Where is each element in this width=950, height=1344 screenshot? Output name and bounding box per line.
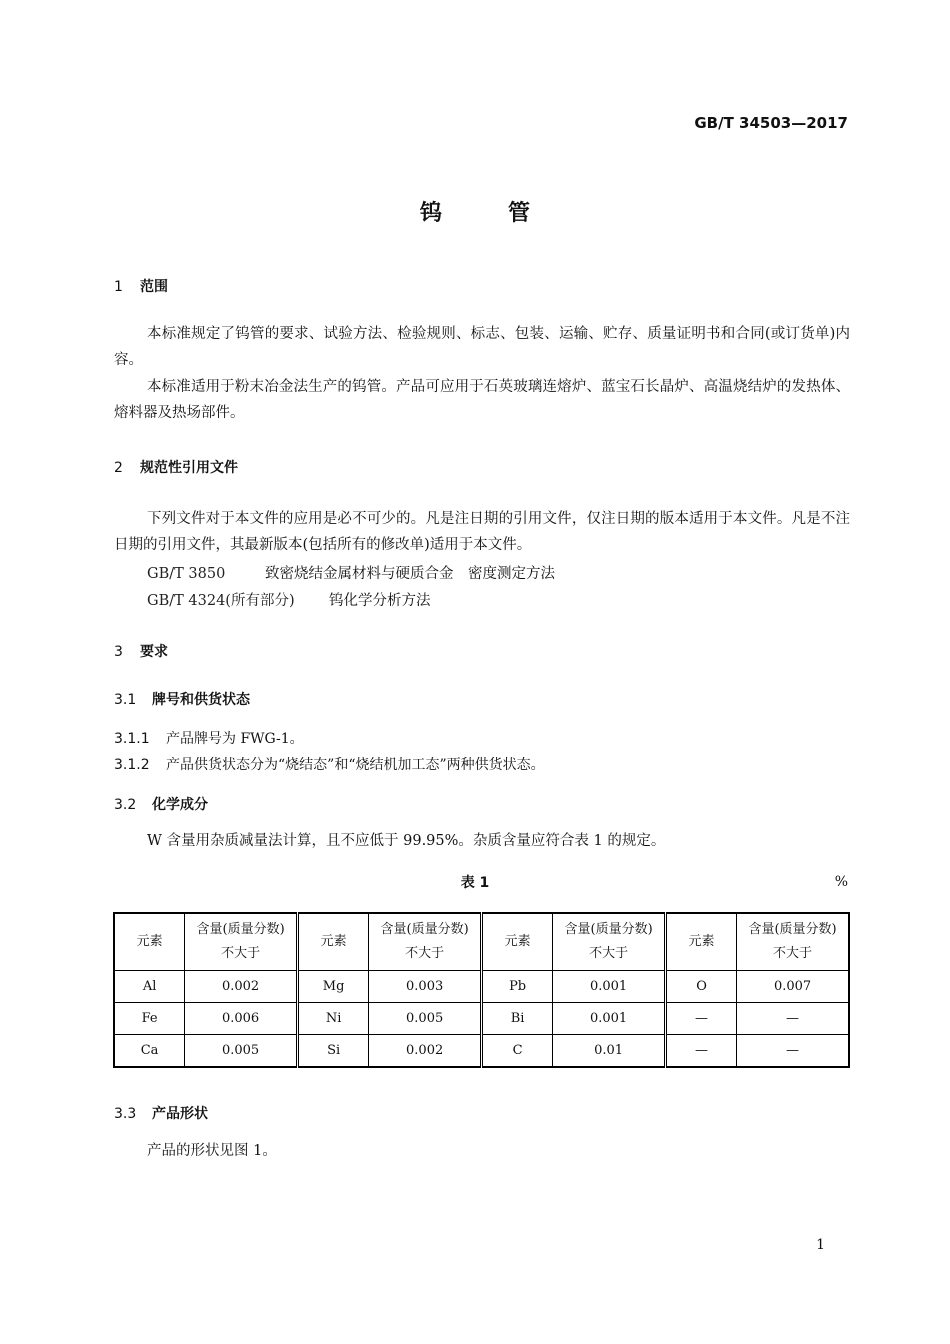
section-2-para-1: 下列文件对于本文件的应用是必不可少的。凡是注日期的引用文件，仅注日期的版本适用于本文件。凡是不注日期的引用文件，其最新版本(包括所有的修改单)适用于本文件。 [114, 511, 850, 553]
section-3-2-para-1: W 含量用杂质减量法计算，且不应低于 99.95%。杂质含量应符合表 1 的规定。 [147, 833, 666, 849]
header-content-line-1: 含量(质量分数) [564, 922, 653, 937]
section-number: 3.2 [114, 797, 137, 813]
section-3-2-heading [114, 794, 208, 814]
table-row [114, 1035, 849, 1068]
section-title: 规范性引用文件 [140, 460, 238, 476]
table-cell-element: Ca [114, 1035, 185, 1068]
header-content-line-2: 不大于 [221, 946, 261, 961]
section-title: 产品形状 [152, 1106, 208, 1122]
header-element: 元素 [482, 913, 553, 971]
section-1-para-1: 本标准规定了钨管的要求、试验方法、检验规则、标志、包装、运输、贮存、质量证明书和合同(或订货单)内容。 [114, 326, 850, 368]
header-content [369, 913, 482, 971]
reference-code: GB/T 4324(所有部分) [147, 593, 295, 609]
header-content [185, 913, 298, 971]
section-number: 3 [114, 644, 123, 660]
table-cell-element: — [666, 1003, 737, 1035]
section-title: 牌号和供货状态 [152, 692, 250, 708]
table-cell-value: 0.006 [185, 1003, 298, 1035]
section-1-heading [114, 276, 168, 296]
table-cell-value: 0.002 [185, 971, 298, 1003]
section-3-3-para-1: 产品的形状见图 1。 [147, 1143, 277, 1159]
clause-text: 产品牌号为 FWG-1。 [166, 731, 304, 747]
table-cell-value: 0.005 [185, 1035, 298, 1068]
table-cell-element: Fe [114, 1003, 185, 1035]
section-1-para-2: 本标准适用于粉末冶金法生产的钨管。产品可应用于石英玻璃连熔炉、蓝宝石长晶炉、高温烧结炉的发热体、熔料器及热场部件。 [114, 379, 850, 421]
impurity-table [113, 912, 850, 1068]
section-3-heading [114, 641, 168, 661]
table-cell-element: — [666, 1035, 737, 1068]
table-cell-element: Si [297, 1035, 368, 1068]
header-element: 元素 [666, 913, 737, 971]
reference-title: 致密烧结金属材料与硬质合金 密度测定方法 [265, 566, 555, 582]
page-title: 钨管 [419, 201, 596, 226]
table-cell-value: 0.005 [369, 1003, 482, 1035]
table-unit: % [834, 874, 848, 890]
table-cell-value: 0.003 [369, 971, 482, 1003]
table-row [114, 971, 849, 1003]
clause-3-1-1 [114, 728, 304, 748]
header-content-line-2: 不大于 [773, 946, 813, 961]
clause-3-1-2 [114, 754, 545, 774]
section-number: 2 [114, 460, 123, 476]
section-3-3-heading [114, 1103, 208, 1123]
table-cell-element: O [666, 971, 737, 1003]
header-content-line-2: 不大于 [405, 946, 445, 961]
table-cell-value: 0.007 [737, 971, 849, 1003]
table-cell-element: Ni [297, 1003, 368, 1035]
table-cell-value: 0.001 [553, 971, 666, 1003]
table-cell-value: — [737, 1003, 849, 1035]
reference-code: GB/T 3850 [147, 566, 226, 582]
clause-number: 3.1.2 [114, 757, 150, 773]
header-element: 元素 [114, 913, 185, 971]
table-cell-element: Al [114, 971, 185, 1003]
section-3-1-heading [114, 689, 250, 709]
section-number: 3.1 [114, 692, 137, 708]
table-row [114, 1003, 849, 1035]
table-cell-element: Pb [482, 971, 553, 1003]
section-title: 范围 [140, 279, 168, 295]
clause-number: 3.1.1 [114, 731, 150, 747]
header-content [737, 913, 849, 971]
table-cell-value: 0.002 [369, 1035, 482, 1068]
reference-title: 钨化学分析方法 [329, 593, 431, 609]
header-content [553, 913, 666, 971]
header-element: 元素 [297, 913, 368, 971]
header-content-line-2: 不大于 [589, 946, 629, 961]
table-caption: 表 1 [460, 875, 490, 891]
table-cell-value: 0.01 [553, 1035, 666, 1068]
table-cell-value: 0.001 [553, 1003, 666, 1035]
page-number: 1 [816, 1237, 825, 1253]
section-2-heading [114, 457, 238, 477]
table-cell-element: C [482, 1035, 553, 1068]
header-content-line-1: 含量(质量分数) [380, 922, 469, 937]
section-title: 要求 [140, 644, 168, 660]
normative-reference [147, 562, 555, 583]
section-title: 化学成分 [152, 797, 208, 813]
clause-text: 产品供货状态分为“烧结态”和“烧结机加工态”两种供货状态。 [166, 757, 545, 773]
section-number: 1 [114, 279, 123, 295]
table-cell-element: Mg [297, 971, 368, 1003]
section-number: 3.3 [114, 1106, 137, 1122]
table-cell-element: Bi [482, 1003, 553, 1035]
header-content-line-1: 含量(质量分数) [748, 922, 837, 937]
table-header-row [114, 913, 849, 971]
header-content-line-1: 含量(质量分数) [196, 922, 285, 937]
normative-reference [147, 589, 431, 610]
table-cell-value: — [737, 1035, 849, 1068]
standard-number: GB/T 34503—2017 [694, 114, 848, 132]
